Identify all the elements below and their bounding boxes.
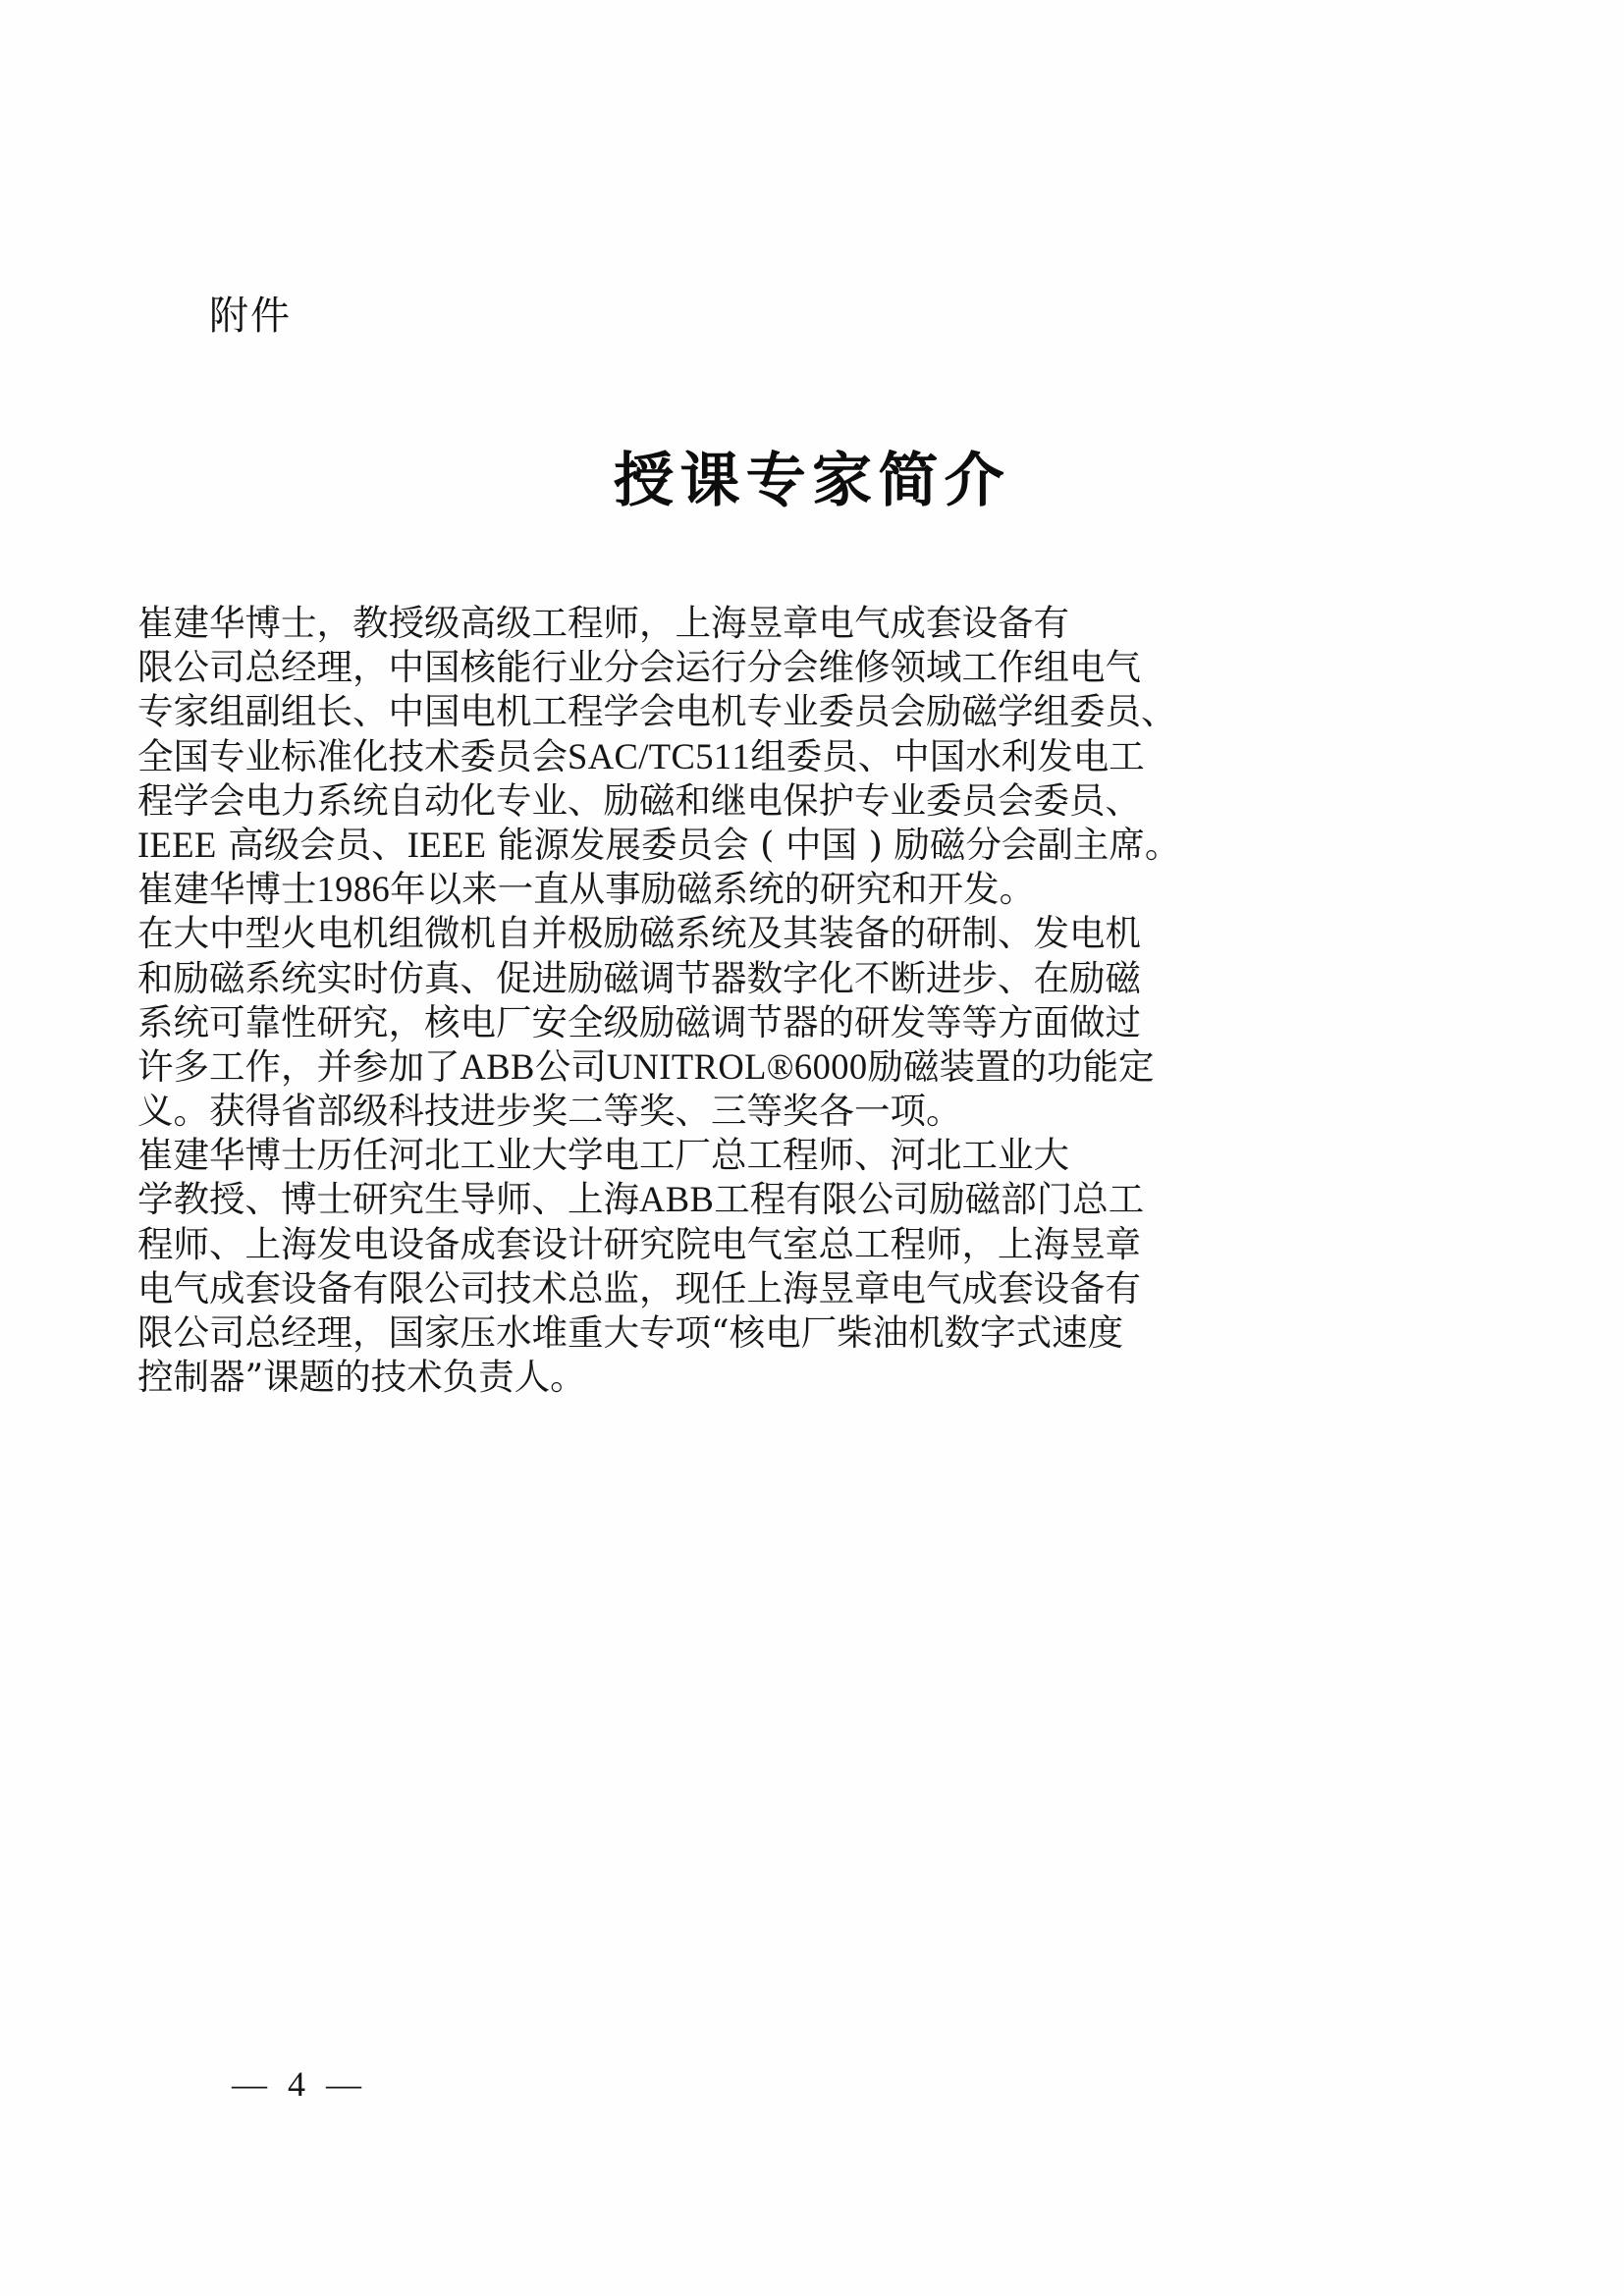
latin-run: IEEE xyxy=(406,824,487,865)
text-line: 全 国 专 业 标 准 化 技 术 委 员 会 S A C / T C 5 1 1 组 委 员 、 中 国 水 利 发 电 工 xyxy=(137,734,1145,777)
line-text xyxy=(137,1356,586,1398)
text-line xyxy=(137,1355,998,1399)
line-text: 崔 建 华 博 士 ， 教 授 级 高 级 工 程 师 ， 上 海 昱 章 电 气 成 套 设 备 有 xyxy=(137,602,1069,644)
text-line: 在 大 中 型 火 电 机 组 微 机 自 并 极 励 磁 系 统 及 其 装 备 的 研 制 、 发 电 机 xyxy=(137,912,1141,955)
text-line: 和 励 磁 系 统 实 时 仿 真 、 促 进 励 磁 调 节 器 数 字 化 不 断 进 步 、 在 励 磁 xyxy=(137,956,1141,999)
text-line: 电 气 成 套 设 备 有 限 公 司 技 术 总 监 ， 现 任 上 海 昱 章 电 气 成 套 设 备 有 xyxy=(137,1266,1141,1309)
page-title-text: 授课专家简介 xyxy=(614,447,1010,515)
text-line xyxy=(137,823,1181,867)
page-number: — 4 — xyxy=(232,2064,367,2104)
text-line: 限 公 司 总 经 理 ， 国 家 压 水 堆 重 大 专 项 “ 核 电 厂 柴 油 机 数 字 式 速 度 xyxy=(137,1311,1124,1354)
latin-run: IEEE xyxy=(137,824,217,865)
line-text: 崔 建 华 博 士 历 任 河 北 工 业 大 学 电 工 厂 总 工 程 师 、 河 北 工 业 大 xyxy=(137,1134,1069,1177)
text-line: 学 教 授 、 博 士 研 究 生 导 师 、 上 海 A B B 工 程 有 限 公 司 励 磁 部 门 总 工 xyxy=(137,1178,1145,1221)
cjk-run: 高级会员、 xyxy=(216,823,407,866)
paragraph-1 xyxy=(137,601,1181,867)
text-line: 许 多 工 作 ， 并 参 加 了 A B B 公 司 U N I T R O L ® 6 0 0 0 励 磁 装 置 的 功 能 定 xyxy=(137,1044,1155,1088)
text-line xyxy=(137,1089,998,1133)
line-text xyxy=(137,1090,962,1132)
line-text: 崔 建 华 博 士 1 9 8 6 年 以 来 一 直 从 事 励 磁 系 统 的 研 究 和 开 发 。 xyxy=(137,868,1036,911)
paragraph-2 xyxy=(137,867,1155,1133)
text-line: 系 统 可 靠 性 研 究 ， 核 电 厂 安 全 级 励 磁 调 节 器 的 研 发 等 等 方 面 做 过 xyxy=(137,1000,1141,1043)
document-body xyxy=(137,601,1181,1399)
cjk-run: 控制器”课题的技术负责人。 xyxy=(137,1356,586,1399)
paragraph-3 xyxy=(137,1133,1145,1399)
text-line: 程 学 会 电 力 系 统 自 动 化 专 业 、 励 磁 和 继 电 保 护 专 业 委 员 会 委 员 、 xyxy=(137,778,1141,822)
cjk-run: 义。获得省部级科技进步奖二等奖、三等奖各一项。 xyxy=(137,1090,962,1133)
text-line xyxy=(137,867,1036,911)
text-line: 限 公 司 总 经 理 ， 中 国 核 能 行 业 分 会 运 行 分 会 维 修 领 域 工 作 组 电 气 xyxy=(137,646,1141,689)
attachment-label: 附件 xyxy=(209,294,292,339)
text-line: 专 家 组 副 组 长 、 中 国 电 机 工 程 学 会 电 机 专 业 委 员 会 励 磁 学 组 委 员 、 xyxy=(137,690,1177,733)
cjk-run: 能源发展委员会 ( 中国 ) 励磁分会副主席。 xyxy=(486,823,1181,866)
line-text xyxy=(137,824,1180,866)
page-title xyxy=(0,444,1624,518)
text-line: 程 师 、 上 海 发 电 设 备 成 套 设 计 研 究 院 电 气 室 总 工 程 师 ， 上 海 昱 章 xyxy=(137,1222,1141,1265)
text-line xyxy=(137,1133,1069,1177)
text-line xyxy=(137,601,1069,645)
